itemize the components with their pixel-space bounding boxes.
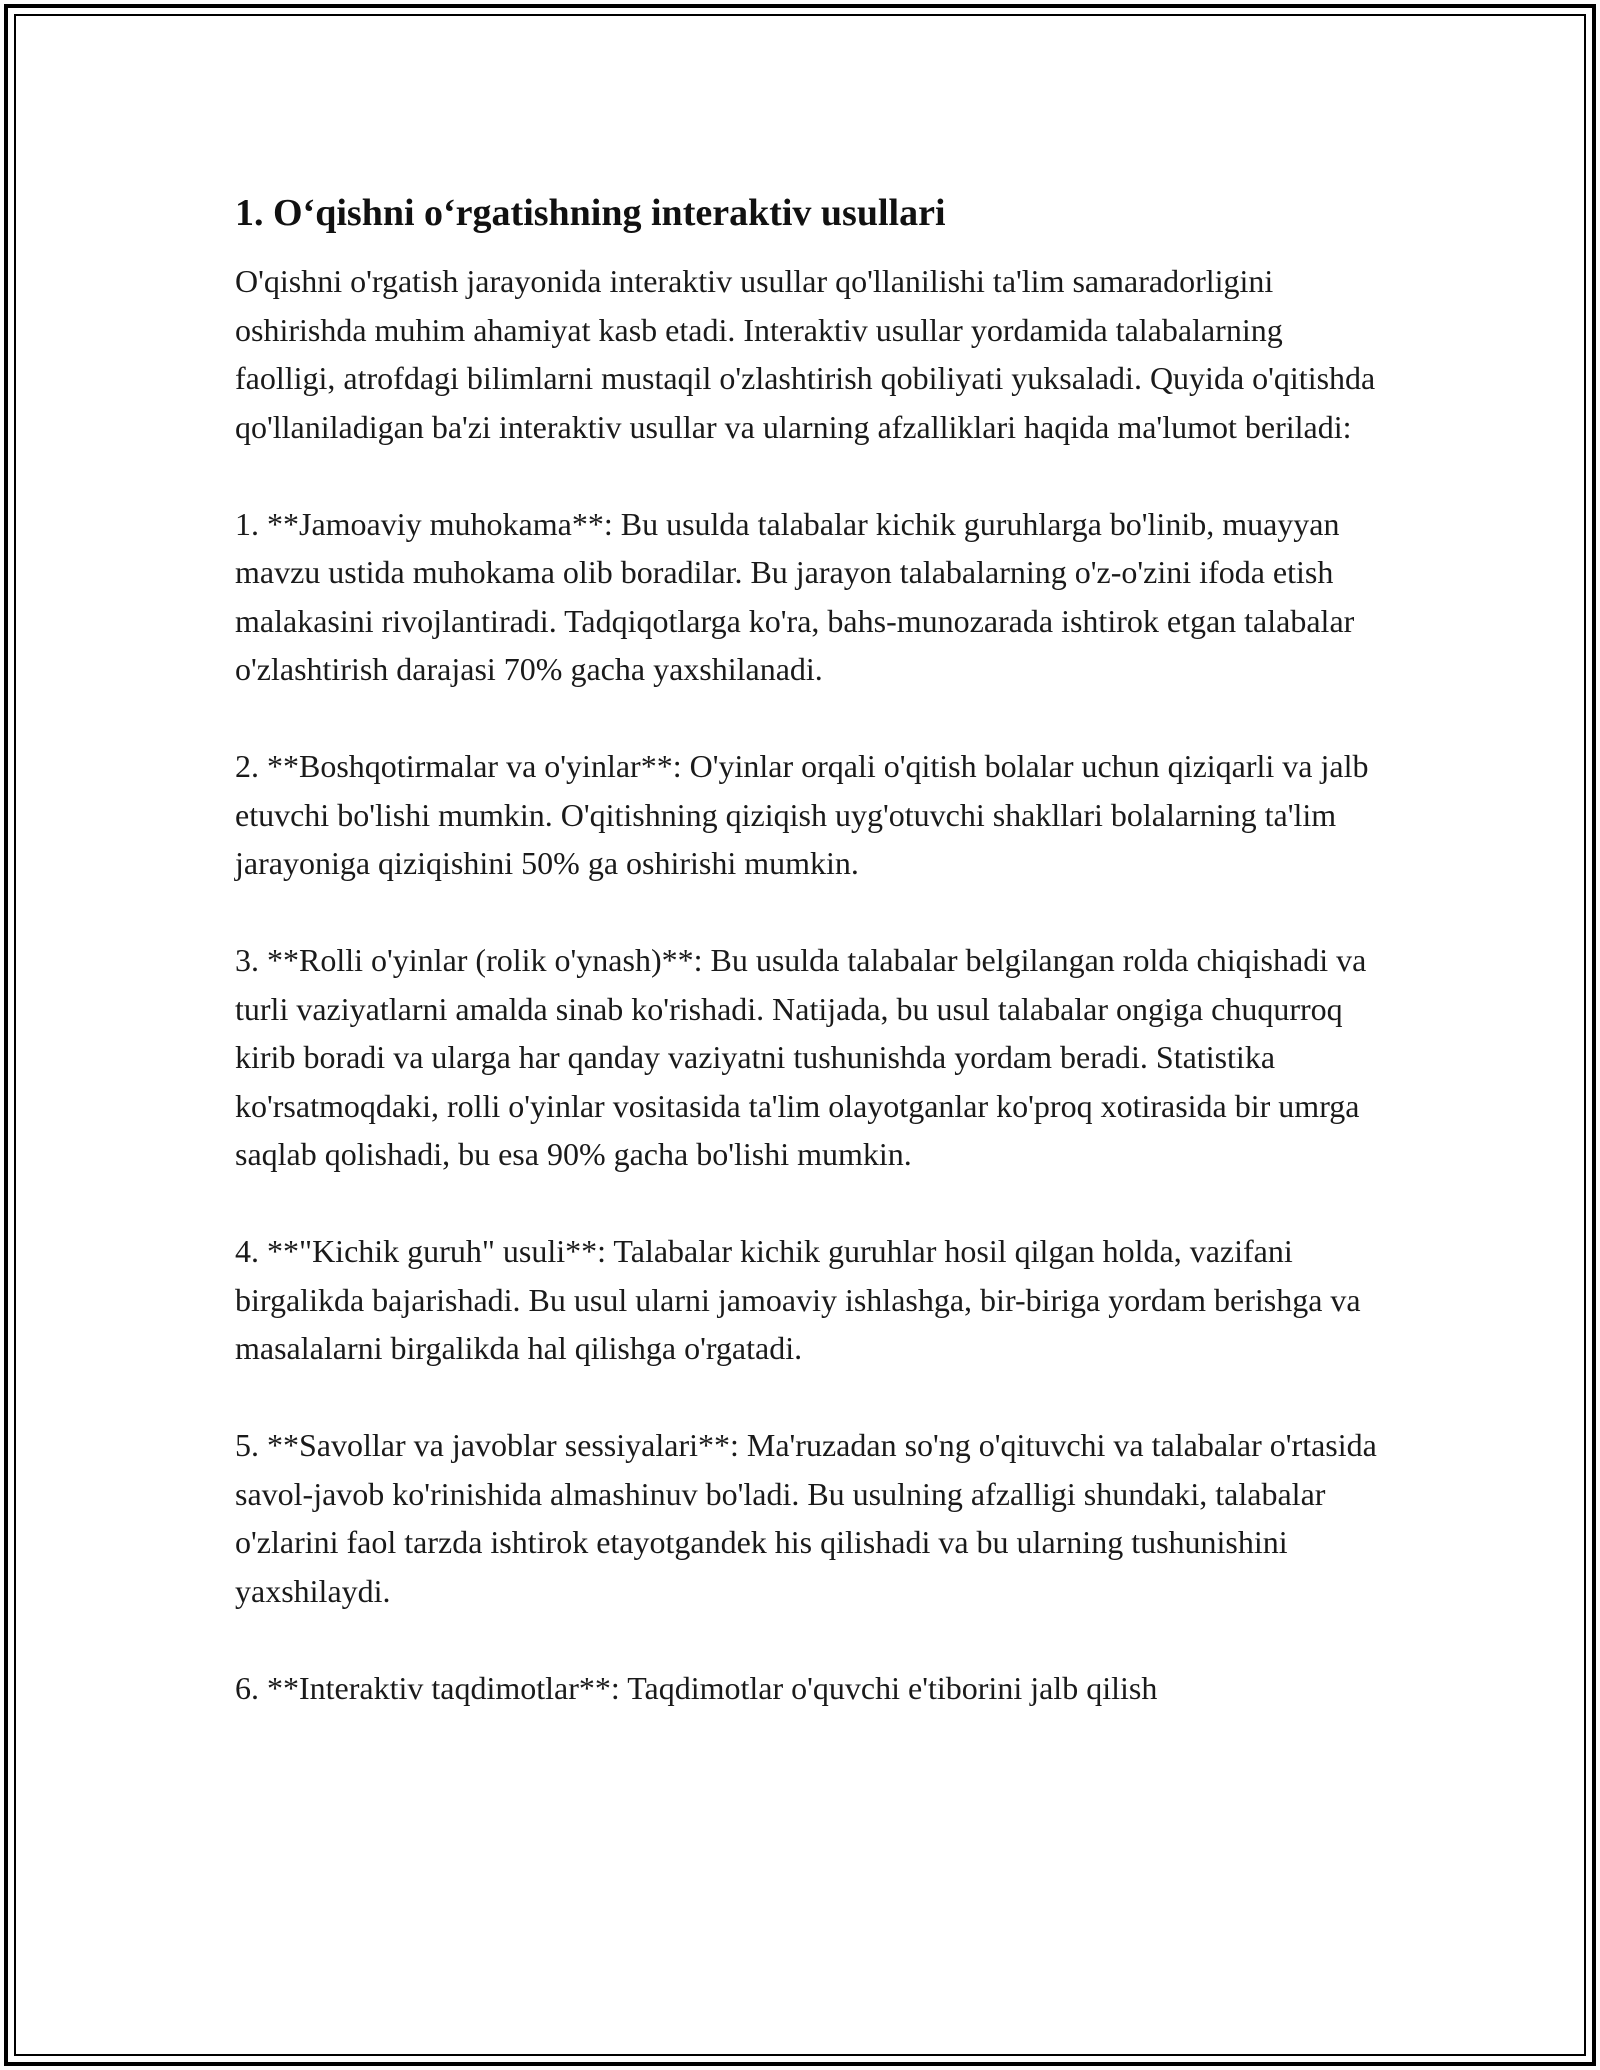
list-item-boshqotirmalar: 2. **Boshqotirmalar va o'yinlar**: O'yinlar orqali o'qitish bolalar uchun qiziqarli va jalb etuvchi bo'lishi mumkin. O'qitishning qiziqish uyg'otuvchi shakllari bolalarning ta'lim jarayoniga qiziqishini 50% ga oshirishi mumkin.	[235, 748, 1369, 881]
intro-paragraph: O'qishni o'rgatish jarayonida interaktiv usullar qo'llanilishi ta'lim samaradorligini oshirishda muhim ahamiyat kasb etadi. Interaktiv usullar yordamida talabalarning faolligi, atrofdagi bilimlarni mustaqil o'zlashtirish qobiliyati yuksaladi. Quyida o'qitishda qo'llaniladigan ba'zi interaktiv usullar va ularning afzalliklari haqida ma'lumot beriladi:	[235, 263, 1376, 445]
list-item-interaktiv-taqdimotlar: 6. **Interaktiv taqdimotlar**: Taqdimotlar o'quvchi e'tiborini jalb qilish	[235, 1669, 1158, 1706]
list-item-savollar-javoblar: 5. **Savollar va javoblar sessiyalari**: Ma'ruzadan so'ng o'qituvchi va talabalar o'rtasida savol-javob ko'rinishida almashinuv bo'ladi. Bu usulning afzalligi shundaki, talabalar o'zlarini faol tarzda ishtirok etayotgandek his qilishadi va bu ularning tushunishini yaxshilaydi.	[235, 1427, 1377, 1609]
list-item-rolli-oyinlar: 3. **Rolli o'yinlar (rolik o'ynash)**: Bu usulda talabalar belgilangan rolda chiqishadi va turli vaziyatlarni amalda sinab ko'rishadi. Natijada, bu usul talabalar ongiga chuqurroq kirib boradi va ularga har qanday vaziyatni tushunishda yordam beradi. Statistika ko'rsatmoqdaki, rolli o'yinlar vositasida ta'lim olayotganlar ko'proq xotirasida bir umrga saqlab qolishadi, bu esa 90% gacha bo'lishi mumkin.	[235, 942, 1367, 1172]
section-title: 1. O‘qishni o‘rgatishning interaktiv usullari	[235, 192, 946, 234]
list-item-kichik-guruh: 4. **"Kichik guruh" usuli**: Talabalar kichik guruhlar hosil qilgan holda, vazifani birgalikda bajarishadi. Bu usul ularni jamoaviy ishlashga, bir-biriga yordam berishga va masalalarni birgalikda hal qilishga o'rgatadi.	[235, 1233, 1361, 1366]
list-item-jamoaviy-muhokama: 1. **Jamoaviy muhokama**: Bu usulda talabalar kichik guruhlarga bo'linib, muayyan mavzu ustida muhokama olib boradilar. Bu jarayon talabalarning o'z-o'zini ifoda etish malakasini rivojlantiradi. Tadqiqotlarga ko'ra, bahs-munozarada ishtirok etgan talabalar o'zlashtirish darajasi 70% gacha yaxshilanadi.	[235, 505, 1355, 687]
document-body	[235, 187, 1380, 1712]
